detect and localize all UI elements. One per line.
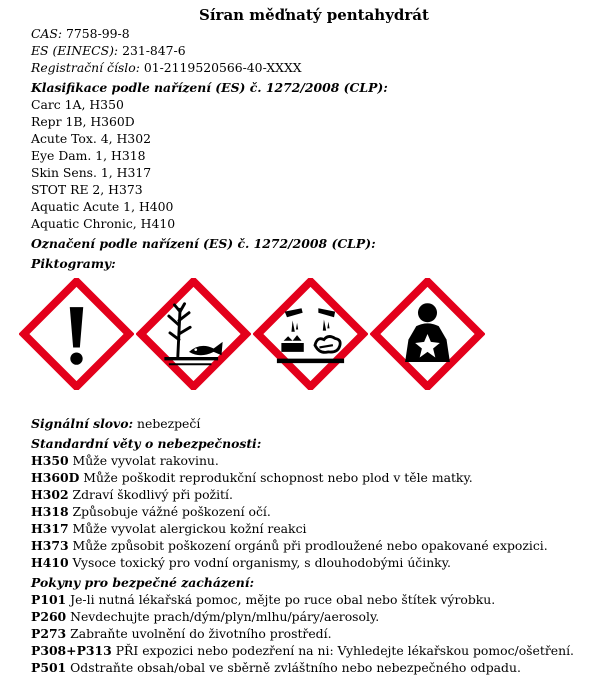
hazard-code: H373 [31,538,69,553]
hazard-statement [31,469,597,486]
hazard-statement [31,486,597,503]
hazard-text: Může způsobit poškození orgánů při prodloužené nebo opakované expozici. [68,538,548,553]
hazard-text: Může vyvolat alergickou kožní reakci [68,521,307,536]
classification-item: Carc 1A, H350 [31,97,124,112]
precaution-text: Odstraňte obsah/obal ve sběrně zvláštního nebo nebezpečného odpadu. [66,660,521,675]
precaution-statement [31,659,597,676]
hazard-statements-section [31,435,597,571]
registration-label: Registrační číslo: [31,60,140,75]
signal-word-value: nebezpečí [133,416,201,431]
hazard-statement [31,452,597,469]
pictograms-heading: Piktogramy: [31,256,116,271]
cas-value: 7758-99-8 [62,26,130,41]
identifier-list [31,25,597,76]
hazard-code: H410 [31,555,69,570]
hazard-statement [31,537,597,554]
classification-heading: Klasifikace podle nařízení (ES) č. 1272/2008 (CLP): [31,80,388,95]
precaution-text: Nevdechujte prach/dým/plyn/mlhu/páry/aerosoly. [66,609,380,624]
precaution-statement [31,608,597,625]
labelling-heading: Označení podle nařízení (ES) č. 1272/2008 (CLP): [31,236,376,251]
environment-hazard-icon [136,278,251,390]
classification-item: Repr 1B, H360D [31,114,135,129]
cas-row [31,25,597,42]
hazard-code: H360D [31,470,80,485]
precaution-text: Je-li nutná lékařská pomoc, mějte po ruce obal nebo štítek výrobku. [66,592,496,607]
classification-item: Aquatic Chronic, H410 [31,216,176,231]
hazard-text: Způsobuje vážné poškození očí. [68,504,271,519]
registration-value: 01-2119520566-40-XXXX [139,60,302,75]
precaution-code: P273 [31,626,67,641]
einecs-value: 231-847-6 [118,43,186,58]
registration-row [31,59,597,76]
classification-item: Skin Sens. 1, H317 [31,165,152,180]
health-hazard-icon [370,278,485,390]
classification-item: Eye Dam. 1, H318 [31,148,146,163]
precaution-code: P501 [31,660,67,675]
classification-item: Aquatic Acute 1, H400 [31,199,174,214]
precaution-statement [31,591,597,608]
classification-section [31,79,597,232]
exclamation-mark-icon [19,278,134,390]
hazard-code: H318 [31,504,69,519]
precaution-code: P101 [31,592,67,607]
hazard-heading: Standardní věty o nebezpečnosti: [31,436,262,451]
hazard-code: H302 [31,487,69,502]
corrosion-icon [253,278,368,390]
hazard-text: Vysoce toxický pro vodní organismy, s dlouhodobými účinky. [68,555,451,570]
page-title: Síran měďnatý pentahydrát [199,6,429,24]
hazard-text: Může vyvolat rakovinu. [68,453,219,468]
hazard-statement [31,554,597,571]
signal-word-row [31,415,597,432]
einecs-row [31,42,597,59]
precaution-statement [31,642,597,659]
einecs-label: ES (EINECS): [31,43,119,58]
hazard-statement [31,520,597,537]
pictogram-row [19,278,597,390]
precaution-text: Zabraňte uvolnění do životního prostředí. [66,626,332,641]
hazard-statement [31,503,597,520]
hazard-text: Zdraví škodlivý při požití. [68,487,233,502]
hazard-text: Může poškodit reprodukční schopnost nebo plod v těle matky. [79,470,473,485]
signal-word-label: Signální slovo: [31,416,134,431]
hazard-code: H350 [31,453,69,468]
cas-label: CAS: [31,26,63,41]
precaution-text: PŘI expozici nebo podezření na ni: Vyhledejte lékařskou pomoc/ošetření. [111,643,574,658]
precaution-code: P260 [31,609,67,624]
precautionary-statements-section [31,574,597,676]
precaution-code: P308+P313 [31,643,112,658]
precaution-heading: Pokyny pro bezpečné zacházení: [31,575,255,590]
classification-item: STOT RE 2, H373 [31,182,143,197]
classification-item: Acute Tox. 4, H302 [31,131,151,146]
precaution-statement [31,625,597,642]
hazard-code: H317 [31,521,69,536]
